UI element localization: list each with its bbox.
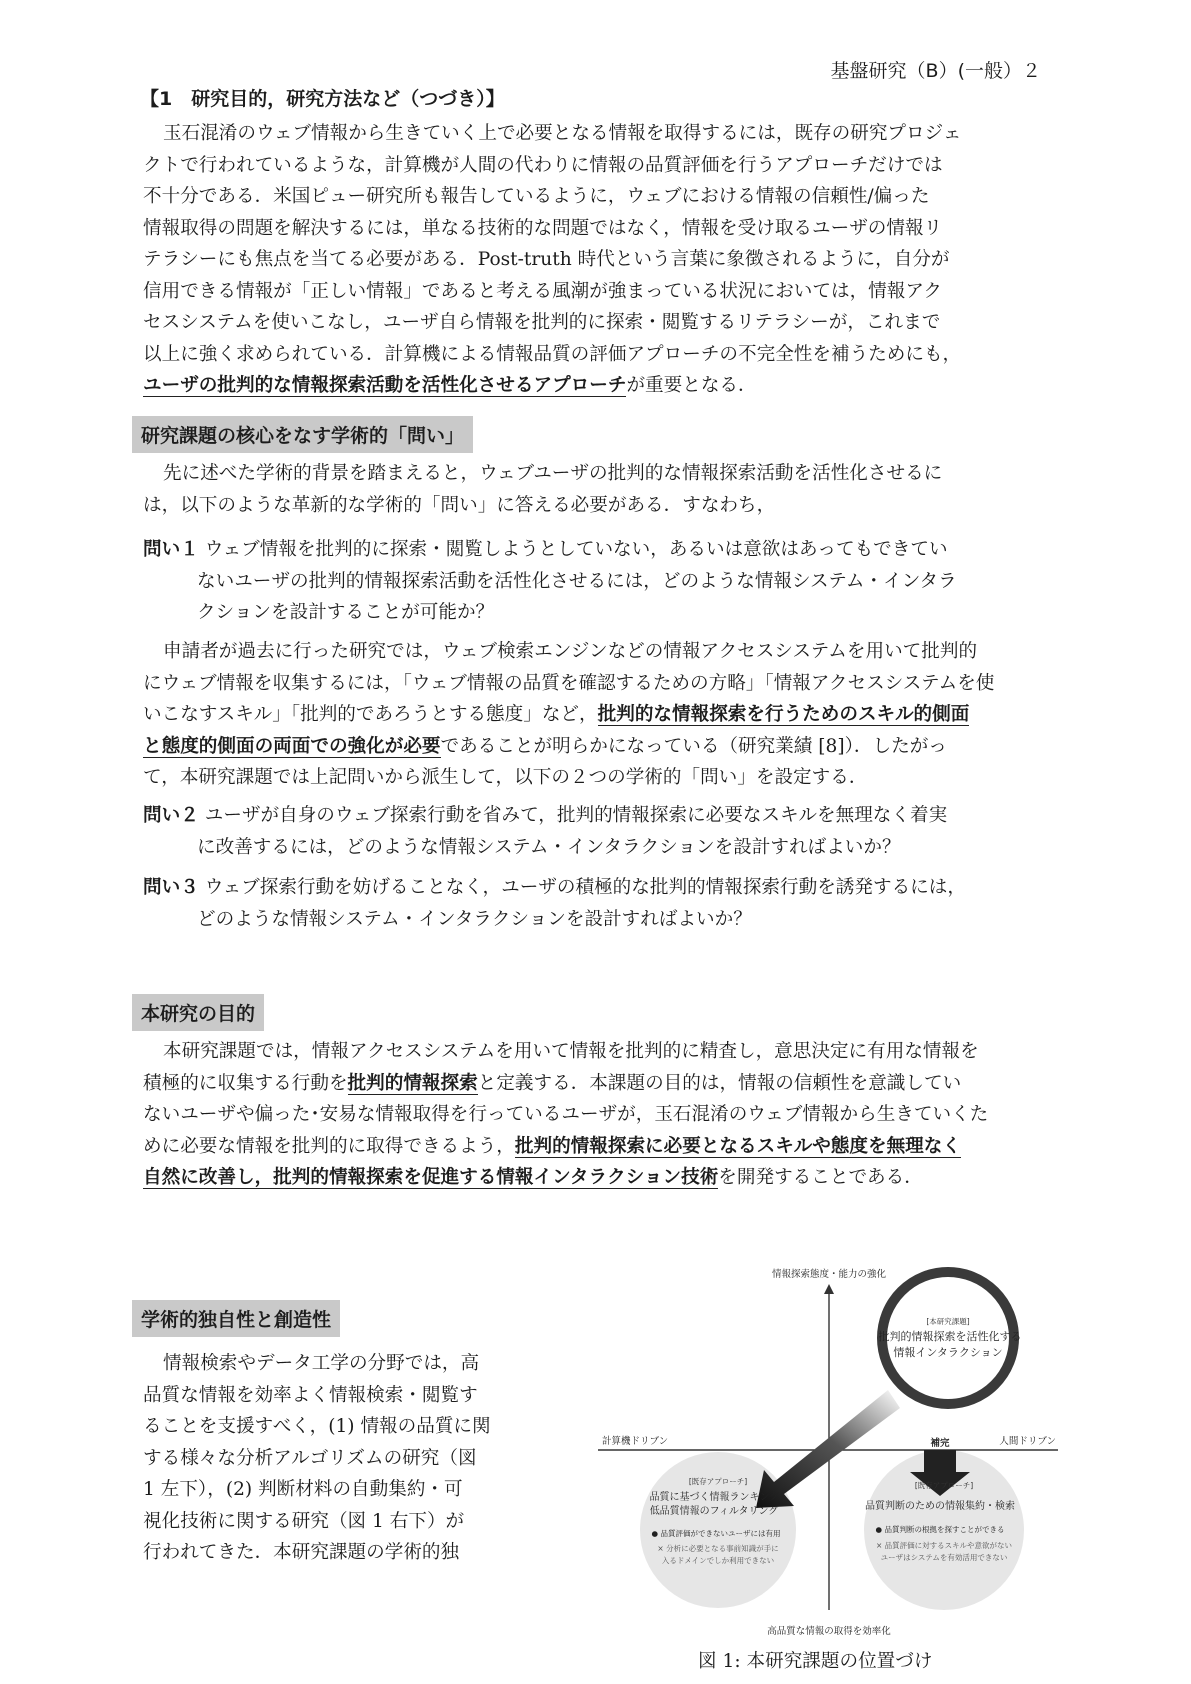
purpose-emphasis: 批判的情報探索に必要となるスキルや態度を無理なく — [514, 1135, 961, 1157]
right-approach-con: ユーザはシステムを有効活用できない — [880, 1553, 1008, 1562]
left-approach-title: 品質に基づく情報ランキング/ — [649, 1492, 783, 1503]
intro-line: 玉石混淆のウェブ情報から生きていく上で必要となる情報を取得するには，既存の研究プロジェ — [163, 123, 962, 144]
intro-line: テラシーにも焦点を当てる必要がある．Post-truth 時代という言葉に象徴されるように，自分が — [143, 249, 950, 270]
originality-line: 品質な情報を効率よく情報検索・閲覧す — [143, 1384, 478, 1406]
purpose-text: 積極的に収集する行動を — [143, 1072, 348, 1094]
purpose-text: めに必要な情報を批判的に取得できるよう， — [143, 1135, 515, 1157]
originality-line: 1 左下），(2) 判断材料の自動集約・可 — [143, 1479, 463, 1500]
question-1-line: クションを設計することが可能か？ — [197, 602, 495, 623]
purpose-emphasis: 批判的情報探索 — [347, 1072, 478, 1094]
right-approach-pro: ● 品質判断の根拠を探すことができる — [875, 1525, 1005, 1534]
questions-heading: 研究課題の核心をなす学術的「問い」 — [132, 416, 473, 453]
originality-line: 行われてきた．本研究課題の学術的独 — [143, 1542, 460, 1563]
question-1 — [143, 534, 1055, 629]
right-approach-title: 品質判断のための情報集約・検索 — [865, 1501, 1015, 1512]
originality-line: ることを支援すべく，(1) 情報の品質に関 — [143, 1416, 491, 1437]
left-approach-title: 低品質情報のフィルタリング — [649, 1506, 779, 1517]
purpose-line — [143, 1068, 1051, 1100]
center-title-line: 情報インタラクション — [893, 1346, 1003, 1359]
prior-emphasis: 批判的な情報探索を行うためのスキル的側面 — [597, 704, 970, 725]
intro-line: セスシステムを使いこなし，ユーザ自ら情報を批判的に探索・閲覧するリテラシーが，これまで — [143, 312, 941, 333]
figure-1-diagram — [588, 1262, 1068, 1642]
question-1-label: 問い１ — [143, 539, 199, 560]
left-approach-tag: [既存アプローチ] — [688, 1477, 748, 1486]
purpose-heading: 本研究の目的 — [132, 994, 264, 1031]
purpose-text: を開発することである． — [718, 1167, 923, 1188]
center-tag: [本研究課題] — [926, 1317, 970, 1326]
prior-line — [143, 699, 1051, 731]
figure-caption: 図 1: 本研究課題の位置づけ — [698, 1651, 933, 1672]
left-approach-con: × 分析に必要となる事前知識が手に — [657, 1544, 779, 1553]
section-title: 【1 研究目的，研究方法など（つづき）】 — [140, 88, 505, 110]
originality-line: 情報検索やデータ工学の分野では，高 — [163, 1353, 480, 1374]
question-1-line: ないユーザの批判的情報探索活動を活性化させるには，どのような情報システム・インタラ — [197, 570, 957, 592]
left-approach-pro: ● 品質評価ができないユーザには有用 — [651, 1529, 781, 1538]
intro-line: 不十分である．米国ピュー研究所も報告しているように，ウェブにおける情報の信頼性/偏った — [143, 186, 930, 207]
purpose-emphasis: 自然に改善し，批判的情報探索を促進する情報インタラクション技術 — [143, 1167, 719, 1188]
prior-line — [143, 731, 1051, 763]
intro-line: 情報取得の問題を解決するには，単なる技術的な問題ではなく，情報を受け取るユーザの情報リ — [143, 217, 943, 239]
axis-top-label: 情報探索態度・能力の強化 — [771, 1269, 887, 1280]
intro-tail: が重要となる． — [626, 375, 757, 396]
axis-left-label: 計算機ドリブン — [602, 1436, 669, 1447]
purpose-line — [143, 1162, 1051, 1194]
question-3-line: ウェブ探索行動を妨げることなく，ユーザの積極的な批判的情報探索行動を誘発するには， — [204, 877, 966, 898]
purpose-line: 本研究課題では，情報アクセスシステムを用いて情報を批判的に精査し，意思決定に有用な情報を — [163, 1041, 979, 1062]
originality-heading: 学術的独自性と創造性 — [132, 1300, 340, 1337]
intro-line-last — [143, 370, 1051, 402]
purpose-paragraph — [143, 1036, 1051, 1194]
center-title-line: 批判的情報探索を活性化する — [878, 1330, 1022, 1343]
questions-intro-line: 先に述べた学術的背景を踏まえると，ウェブユーザの批判的な情報探索活動を活性化させるに — [163, 463, 943, 484]
intro-line: クトで行われているような，計算機が人間の代わりに情報の品質評価を行うアプローチだけでは — [143, 154, 943, 176]
purpose-line — [143, 1131, 1051, 1163]
questions-intro — [143, 458, 1051, 521]
prior-research-paragraph — [143, 636, 1051, 794]
originality-line: 視化技術に関する研究（図 1 右下）が — [143, 1510, 465, 1532]
intro-line: 信用できる情報が「正しい情報」であると考える風潮が強まっている状況においては，情報アク — [143, 280, 942, 302]
question-2 — [143, 800, 1055, 863]
prior-line: て，本研究課題では上記問いから派生して，以下の２つの学術的「問い」を設定する． — [143, 767, 868, 788]
axis-bottom-label: 高品質な情報の取得を効率化 — [767, 1626, 891, 1637]
question-3-line: どのような情報システム・インタラクションを設計すればよいか？ — [197, 908, 752, 930]
question-3 — [143, 872, 1055, 935]
intro-paragraph — [143, 118, 1051, 402]
axis-right-label: 人間ドリブン — [999, 1436, 1056, 1447]
prior-line: にウェブ情報を収集するには，「ウェブ情報の品質を確認するための方略」「情報アクセスシステムを使 — [143, 672, 995, 694]
prior-emphasis: と態度的側面の両面での強化が必要 — [143, 735, 441, 757]
question-2-line: ユーザが自身のウェブ探索行動を省みて，批判的情報探索に必要なスキルを無理なく着実 — [204, 805, 948, 826]
prior-line: 申請者が過去に行った研究では，ウェブ検索エンジンなどの情報アクセスシステムを用いて批判的 — [163, 641, 978, 662]
arrow-right-label: 補完 — [930, 1438, 950, 1449]
question-2-label: 問い２ — [143, 805, 199, 826]
purpose-line: ないユーザや偏った･安易な情報取得を行っているユーザが，玉石混淆のウェブ情報から生きていくた — [143, 1104, 989, 1125]
right-approach-tag: [既存アプローチ] — [914, 1481, 974, 1490]
prior-text: いこなすスキル」「批判的であろうとする態度」など， — [143, 704, 598, 725]
questions-intro-line: は，以下のような革新的な学術的「問い」に答える必要がある．すなわち， — [143, 494, 776, 516]
question-1-line: ウェブ情報を批判的に探索・閲覧しようとしていない，あるいは意欲はあってもできてい — [204, 539, 948, 560]
question-3-label: 問い３ — [143, 877, 199, 898]
arrow-left-label: 補完 — [770, 1298, 794, 1320]
intro-emphasis: ユーザの批判的な情報探索活動を活性化させるアプローチ — [143, 375, 627, 396]
page-header-grant-type: 基盤研究（B）(一般）２ — [830, 60, 1041, 82]
right-approach-con: × 品質評価に対するスキルや意欲がない — [875, 1541, 1013, 1550]
originality-paragraph — [143, 1348, 543, 1569]
question-2-line: に改善するには，どのような情報システム・インタラクションを設計すればよいか？ — [197, 836, 901, 858]
left-approach-con: 入るドメインでしか利用できない — [661, 1556, 775, 1565]
prior-text: であることが明らかになっている（研究業績 [8]）．したがっ — [440, 735, 947, 757]
originality-line: する様々な分析アルゴリズムの研究（図 — [143, 1447, 477, 1469]
purpose-text: と定義する．本課題の目的は，情報の信頼性を意識してい — [477, 1072, 962, 1094]
intro-line: 以上に強く求められている．計算機による情報品質の評価アプローチの不完全性を補うためにも， — [143, 343, 962, 365]
